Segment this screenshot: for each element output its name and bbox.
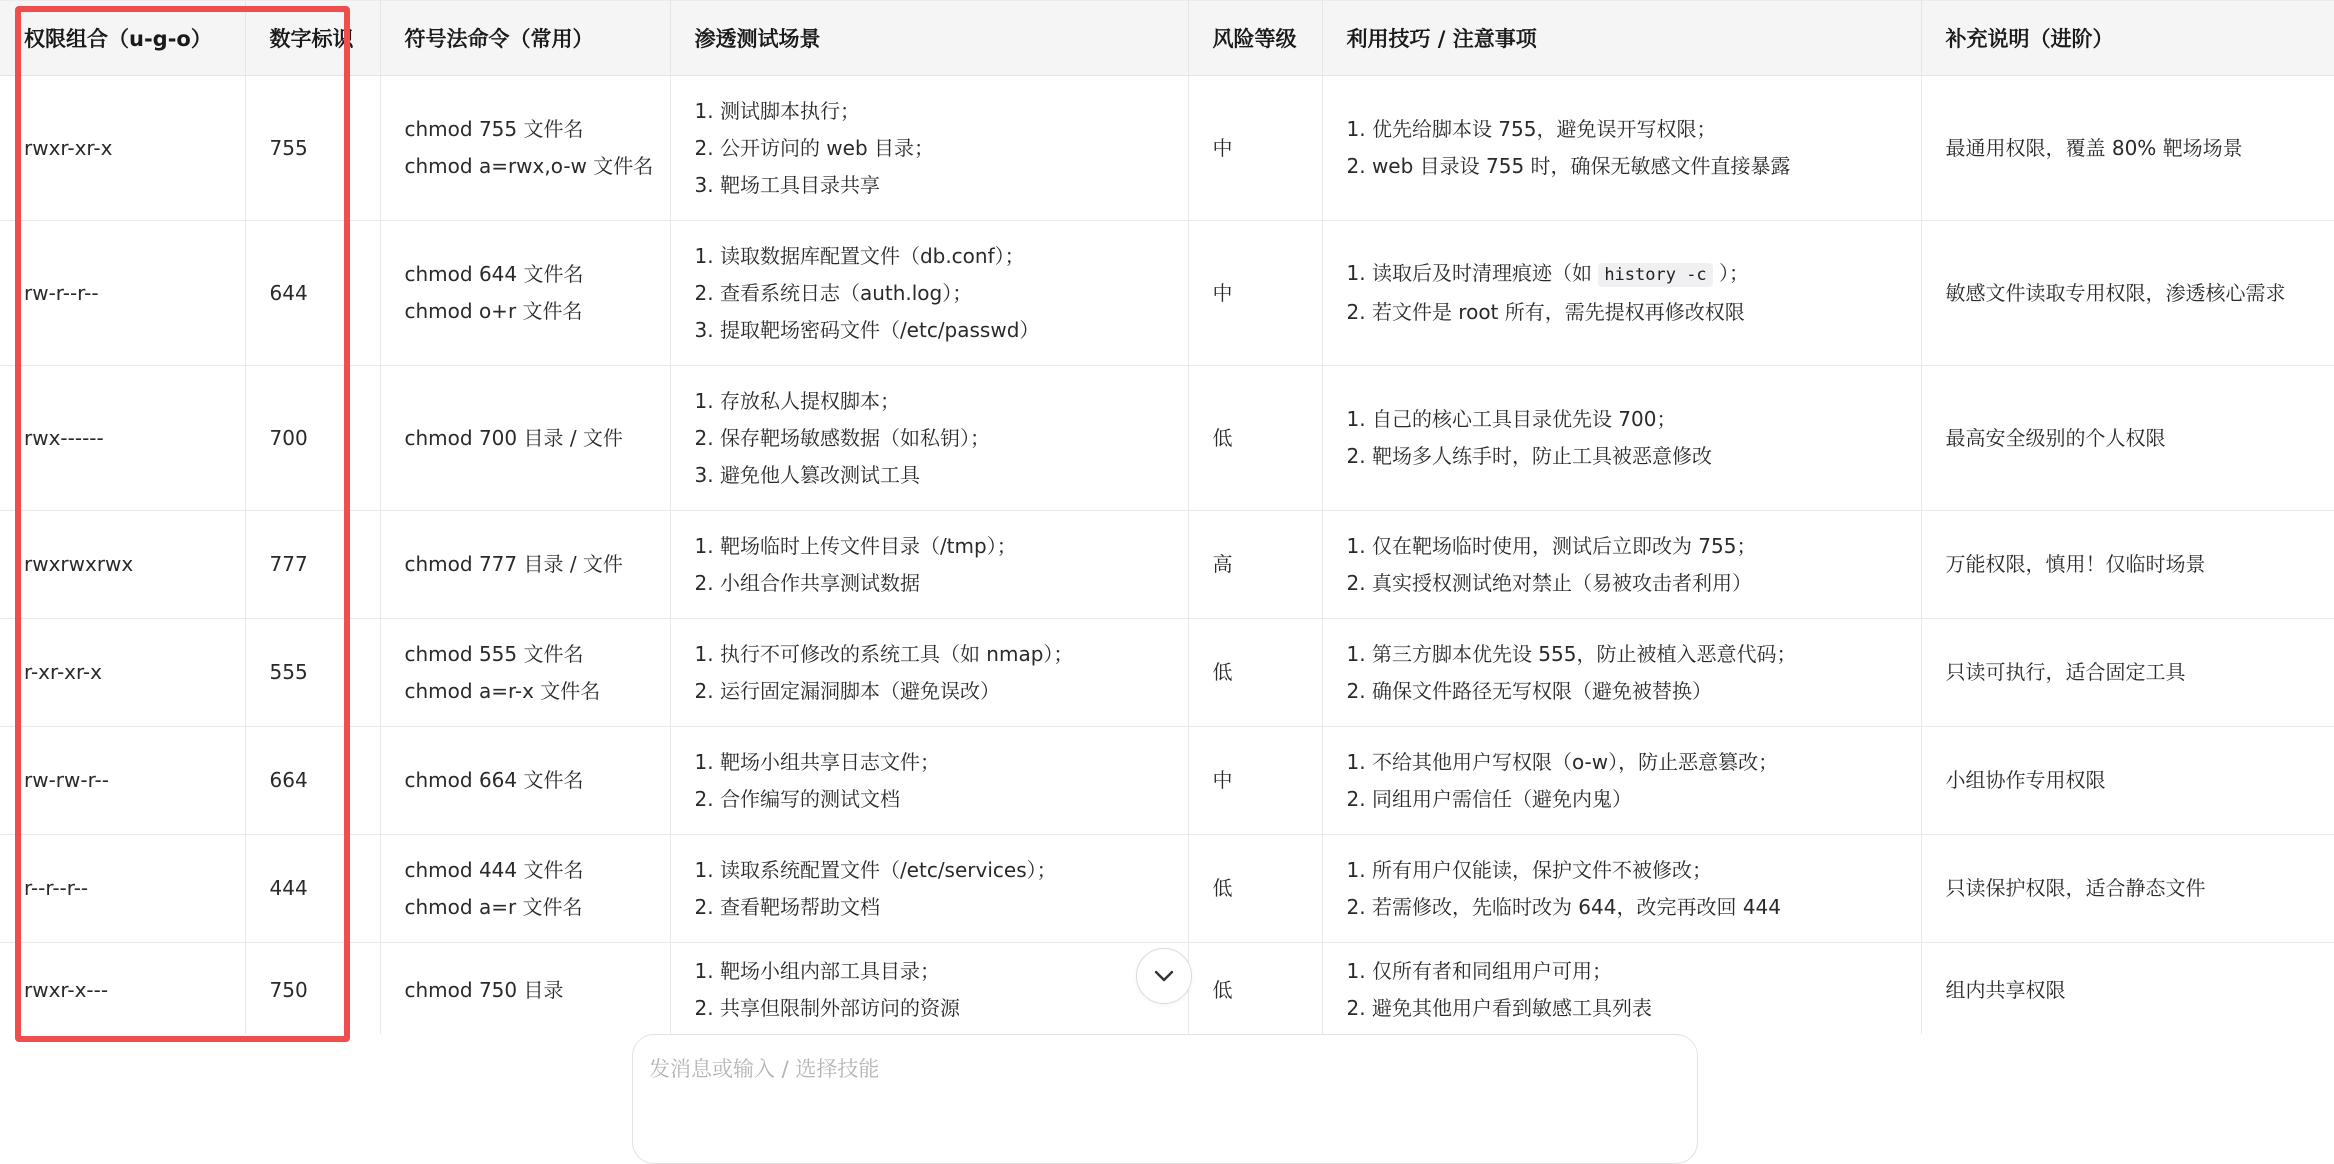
tip-text: 1. 读取后及时清理痕迹（如 <box>1346 261 1592 285</box>
cell-numeric-mode: 644 <box>245 221 380 366</box>
cell-numeric-mode: 755 <box>245 76 380 221</box>
cell-permission: rwxr-xr-x <box>0 76 245 221</box>
cell-permission: r-xr-xr-x <box>0 619 245 727</box>
tip-text: 1. 自己的核心工具目录优先设 700； <box>1346 407 1677 431</box>
cell-numeric-mode: 777 <box>245 511 380 619</box>
scenario-line: 2. 共享但限制外部访问的资源 <box>694 996 960 1020</box>
tip-text: 2. 若需修改，先临时改为 644，改完再改回 444 <box>1346 894 1782 919</box>
command-line: chmod 755 文件名 <box>404 117 584 141</box>
cell-tips <box>1322 835 1921 943</box>
cell-tips <box>1322 511 1921 619</box>
cell-command <box>380 727 670 835</box>
tip-text: 2. 若文件是 root 所有，需先提权再修改权限 <box>1346 300 1745 324</box>
cell-permission: rwxrwxrwx <box>0 511 245 619</box>
table-row <box>0 619 2334 727</box>
cell-scenario <box>670 221 1188 366</box>
scenario-line: 2. 查看靶场帮助文档 <box>694 894 880 919</box>
tip-line <box>1347 852 1921 889</box>
cell-risk-level: 低 <box>1188 366 1322 511</box>
command-line: chmod 555 文件名 <box>404 641 584 666</box>
header-numeric-mode: 数字标识 <box>245 1 380 76</box>
tip-text: 1. 优先给脚本设 755，避免误开写权限； <box>1346 117 1717 141</box>
cell-tips <box>1322 619 1921 727</box>
tip-line <box>1347 148 1921 185</box>
tip-line <box>1347 953 1921 990</box>
tip-line <box>1347 990 1921 1027</box>
cell-permission: rwx------ <box>0 366 245 511</box>
cell-scenario <box>670 619 1188 727</box>
tip-text: 2. 确保文件路径无写权限（避免被替换） <box>1346 678 1712 703</box>
command-line: chmod a=r 文件名 <box>404 894 583 919</box>
cell-permission: rw-rw-r-- <box>0 727 245 835</box>
inline-code: history -c <box>1598 263 1712 287</box>
table-row <box>0 366 2334 511</box>
cell-permission: r--r--r-- <box>0 835 245 943</box>
scenario-line: 2. 保存靶场敏感数据（如私钥）； <box>694 425 990 450</box>
command-line: chmod 444 文件名 <box>404 857 584 882</box>
tip-text: 2. 靶场多人练手时，防止工具被恶意修改 <box>1346 444 1712 468</box>
cell-scenario <box>670 76 1188 221</box>
tip-text: 2. 真实授权测试绝对禁止（易被攻击者利用） <box>1346 570 1752 595</box>
cell-tips <box>1322 366 1921 511</box>
cell-command <box>380 511 670 619</box>
scenario-line: 2. 小组合作共享测试数据 <box>694 570 920 595</box>
cell-tips <box>1322 727 1921 835</box>
tip-text: 2. web 目录设 755 时，确保无敏感文件直接暴露 <box>1346 154 1791 178</box>
cell-tips <box>1322 221 1921 366</box>
command-line: chmod 777 目录 / 文件 <box>404 552 623 576</box>
header-tips: 利用技巧 / 注意事项 <box>1322 1 1921 76</box>
cell-command <box>380 221 670 366</box>
cell-note: 只读保护权限，适合静态文件 <box>1921 835 2334 943</box>
cell-numeric-mode: 555 <box>245 619 380 727</box>
cell-scenario <box>670 511 1188 619</box>
table-row <box>0 727 2334 835</box>
cell-scenario <box>670 366 1188 511</box>
cell-risk-level: 高 <box>1188 511 1322 619</box>
tip-line <box>1347 781 1921 818</box>
command-line: chmod 664 文件名 <box>404 768 584 792</box>
tip-line <box>1347 111 1921 148</box>
scenario-line: 1. 靶场小组共享日志文件； <box>694 749 940 774</box>
tip-line <box>1347 401 1921 438</box>
table-row <box>0 835 2334 943</box>
cell-risk-level: 低 <box>1188 619 1322 727</box>
header-symbolic-command: 符号法命令（常用） <box>380 1 670 76</box>
scenario-line: 1. 读取数据库配置文件（db.conf）； <box>694 243 1025 268</box>
cell-note: 组内共享权限 <box>1921 943 2334 1035</box>
table-row <box>0 511 2334 619</box>
scenario-line: 3. 避免他人篡改测试工具 <box>694 462 920 487</box>
command-line: chmod a=r-x 文件名 <box>404 678 601 703</box>
tip-line <box>1347 673 1921 710</box>
tip-text: 1. 仅在靶场临时使用，测试后立即改为 755； <box>1346 533 1757 558</box>
scenario-line: 1. 靶场临时上传文件目录（/tmp）； <box>694 533 1017 558</box>
scenario-line: 2. 查看系统日志（auth.log）； <box>694 280 973 305</box>
cell-note: 最通用权限，覆盖 80% 靶场场景 <box>1921 76 2334 221</box>
cell-note: 万能权限，慎用！仅临时场景 <box>1921 511 2334 619</box>
table-row <box>0 221 2334 366</box>
cell-note: 小组协作专用权限 <box>1921 727 2334 835</box>
tip-line <box>1347 889 1921 926</box>
tip-text: 2. 避免其他用户看到敏感工具列表 <box>1346 996 1652 1020</box>
cell-note: 只读可执行，适合固定工具 <box>1921 619 2334 727</box>
tip-line <box>1347 255 1921 294</box>
cell-numeric-mode: 750 <box>245 943 380 1035</box>
command-line: chmod a=rwx,o-w 文件名 <box>404 154 654 178</box>
cell-numeric-mode: 664 <box>245 727 380 835</box>
tip-text: 1. 所有用户仅能读，保护文件不被修改； <box>1346 857 1712 882</box>
header-pentest-scenario: 渗透测试场景 <box>670 1 1188 76</box>
tip-text: 1. 仅所有者和同组用户可用； <box>1346 959 1612 983</box>
command-line: chmod 644 文件名 <box>404 262 584 286</box>
tip-text: ）； <box>1719 261 1750 285</box>
cell-risk-level: 中 <box>1188 727 1322 835</box>
cell-numeric-mode: 444 <box>245 835 380 943</box>
cell-scenario <box>670 835 1188 943</box>
table-header-row <box>0 1 2334 76</box>
scenario-line: 2. 合作编写的测试文档 <box>694 786 900 811</box>
cell-command <box>380 619 670 727</box>
scenario-line: 1. 存放私人提权脚本； <box>694 388 900 413</box>
tip-line <box>1347 294 1921 331</box>
tip-line <box>1347 528 1921 565</box>
cell-tips <box>1322 76 1921 221</box>
cell-tips <box>1322 943 1921 1035</box>
command-line: chmod 700 目录 / 文件 <box>404 425 623 450</box>
scenario-line: 3. 靶场工具目录共享 <box>694 172 880 197</box>
scenario-line: 3. 提取靶场密码文件（/etc/passwd） <box>694 317 1040 342</box>
command-line: chmod 750 目录 <box>404 977 564 1002</box>
table-row <box>0 76 2334 221</box>
header-permission-combo: 权限组合（u-g-o） <box>0 1 245 76</box>
chevron-down-icon <box>1153 969 1175 983</box>
tip-line <box>1347 744 1921 781</box>
tip-line <box>1347 438 1921 475</box>
header-risk-level: 风险等级 <box>1188 1 1322 76</box>
tip-text: 1. 第三方脚本优先设 555，防止被植入恶意代码； <box>1346 641 1797 666</box>
header-notes: 补充说明（进阶） <box>1921 1 2334 76</box>
scenario-line: 1. 执行不可修改的系统工具（如 nmap）； <box>694 641 1074 666</box>
cell-risk-level: 中 <box>1188 221 1322 366</box>
scenario-line: 1. 测试脚本执行； <box>694 98 860 123</box>
tip-text: 2. 同组用户需信任（避免内鬼） <box>1346 786 1632 811</box>
scenario-line: 2. 运行固定漏洞脚本（避免误改） <box>694 678 1000 703</box>
chat-input-box[interactable] <box>632 1034 1698 1164</box>
cell-scenario <box>670 727 1188 835</box>
cell-scenario <box>670 943 1188 1035</box>
command-line: chmod o+r 文件名 <box>404 299 583 323</box>
cell-risk-level: 中 <box>1188 76 1322 221</box>
cell-command <box>380 835 670 943</box>
cell-note: 敏感文件读取专用权限，渗透核心需求 <box>1921 221 2334 366</box>
cell-permission: rw-r--r-- <box>0 221 245 366</box>
cell-command <box>380 366 670 511</box>
cell-numeric-mode: 700 <box>245 366 380 511</box>
scenario-line: 2. 公开访问的 web 目录； <box>694 135 935 160</box>
cell-risk-level: 低 <box>1188 835 1322 943</box>
tip-line <box>1347 636 1921 673</box>
cell-command <box>380 943 670 1035</box>
tip-text: 1. 不给其他用户写权限（o-w），防止恶意篡改； <box>1346 749 1779 774</box>
chat-input-placeholder: 发消息或输入 / 选择技能 <box>649 1057 880 1081</box>
tip-line <box>1347 565 1921 602</box>
scenario-line: 1. 靶场小组内部工具目录； <box>694 959 940 983</box>
cell-command <box>380 76 670 221</box>
cell-note: 最高安全级别的个人权限 <box>1921 366 2334 511</box>
scroll-down-button[interactable] <box>1136 948 1192 1004</box>
scenario-line: 1. 读取系统配置文件（/etc/services）； <box>694 857 1057 882</box>
cell-risk-level: 低 <box>1188 943 1322 1035</box>
cell-permission: rwxr-x--- <box>0 943 245 1035</box>
